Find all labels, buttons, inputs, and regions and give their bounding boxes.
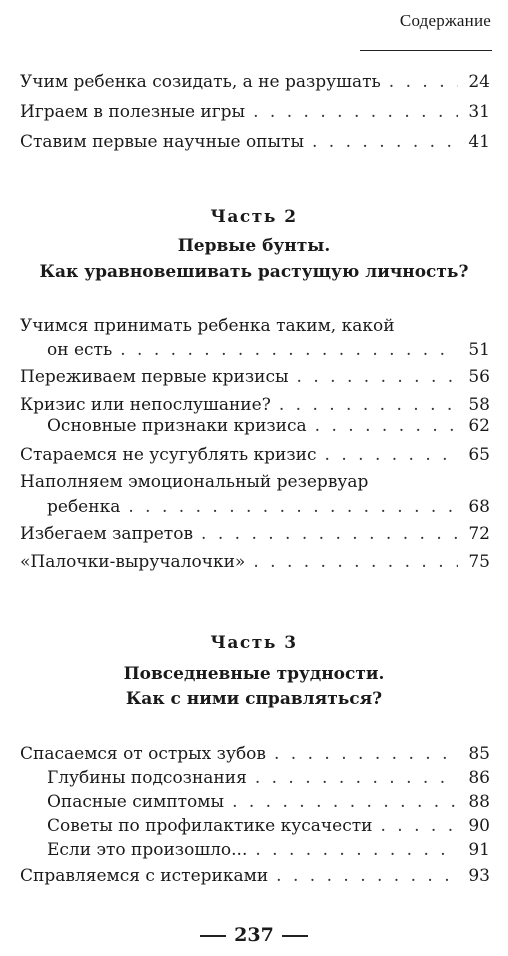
toc-entry-page: 91	[468, 840, 490, 860]
toc-subentry[interactable]	[47, 765, 490, 791]
toc-entry[interactable]	[20, 364, 490, 390]
dot-leader	[253, 99, 458, 125]
toc-entry-title: Стараемся не усугублять кризис	[20, 445, 317, 465]
toc-entry-page: 56	[468, 367, 490, 387]
toc-entry[interactable]	[20, 129, 490, 155]
toc-entry-page: 93	[468, 866, 490, 886]
toc-entry-page: 90	[468, 816, 490, 836]
toc-entry[interactable]	[20, 69, 490, 95]
toc-subentry[interactable]	[47, 413, 490, 439]
dot-leader	[201, 521, 458, 547]
toc-entry-page: 88	[468, 792, 490, 812]
toc-subentry[interactable]	[47, 813, 490, 839]
dot-leader	[297, 364, 458, 390]
toc-entry-page: 86	[468, 768, 490, 788]
dot-leader	[128, 494, 458, 520]
toc-entry-title: Ставим первые научные опыты	[20, 132, 304, 152]
dot-leader	[315, 413, 458, 439]
toc-entry-page: 85	[468, 744, 490, 764]
toc-subentry[interactable]	[47, 837, 490, 863]
toc-entry-title[interactable]: Наполняем эмоциональный резервуар	[20, 472, 369, 492]
dot-leader	[120, 337, 458, 363]
toc-entry-title: Переживаем первые кризисы	[20, 367, 289, 387]
toc-entry-page: 41	[468, 132, 490, 152]
toc-entry-title: Спасаемся от острых зубов	[20, 744, 266, 764]
part-2-subtitle-line-1: Первые бунты.	[177, 236, 331, 256]
toc-entry-title: Избегаем запретов	[20, 524, 194, 544]
toc-entry-title: Советы по профилактике кусачести	[47, 816, 373, 836]
dot-leader	[255, 837, 458, 863]
toc-entry-page: 72	[468, 524, 490, 544]
dot-leader	[253, 549, 458, 575]
toc-entry-page: 62	[468, 416, 490, 436]
toc-entry-page: 31	[468, 102, 490, 122]
dot-leader	[381, 813, 459, 839]
toc-entry-title: Играем в полезные игры	[20, 102, 246, 122]
toc-entry-page: 75	[468, 552, 490, 572]
dot-leader	[325, 442, 458, 468]
toc-entry-title: Если это произошло...	[47, 840, 248, 860]
part-3-subtitle-line-1: Повседневные трудности.	[123, 664, 385, 684]
toc-entry[interactable]	[20, 741, 490, 767]
running-head-rule	[360, 50, 492, 51]
toc-subentry[interactable]	[47, 789, 490, 815]
part-3-subtitle-line-2: Как с ними справляться?	[125, 689, 383, 709]
dot-leader	[255, 765, 458, 791]
toc-entry-continuation: он есть	[47, 340, 113, 360]
toc-entry[interactable]	[20, 99, 490, 125]
toc-entry[interactable]	[20, 442, 490, 468]
part-2-subtitle-line-2: Как уравновешивать растущую личность?	[39, 262, 469, 282]
folio-number: 237	[234, 924, 274, 946]
toc-entry[interactable]	[20, 549, 490, 575]
dot-leader	[276, 863, 458, 889]
toc-entry[interactable]	[20, 521, 490, 547]
toc-entry-page: 65	[468, 445, 490, 465]
toc-entry-title: Учим ребенка созидать, а не разрушать	[20, 72, 381, 92]
toc-entry-title[interactable]: Учимся принимать ребенка таким, какой	[20, 316, 395, 336]
dot-leader	[232, 789, 458, 815]
toc-entry-page: 68	[468, 497, 490, 517]
toc-entry-continuation: ребенка	[47, 497, 121, 517]
toc-entry-title: Справляемся с истериками	[20, 866, 269, 886]
page-number	[0, 922, 508, 948]
toc-entry-title: «Палочки-выручалочки»	[20, 552, 246, 572]
toc-entry-page: 51	[468, 340, 490, 360]
running-head: Содержание	[399, 11, 491, 30]
part-2-label: Часть 2	[210, 207, 298, 227]
toc-entry[interactable]	[47, 337, 490, 363]
dot-leader	[389, 69, 458, 95]
folio-dash-right	[282, 935, 308, 937]
toc-entry-title: Глубины подсознания	[47, 768, 247, 788]
toc-entry[interactable]	[20, 863, 490, 889]
folio-dash-left	[200, 935, 226, 937]
part-3-label: Часть 3	[210, 633, 298, 653]
toc-entry-title: Основные признаки кризиса	[47, 416, 307, 436]
toc-entry-title: Кризис или непослушание?	[20, 395, 271, 415]
toc-entry-page: 24	[468, 72, 490, 92]
toc-entry-page: 58	[468, 395, 490, 415]
dot-leader	[312, 129, 458, 155]
toc-entry[interactable]	[47, 494, 490, 520]
dot-leader	[274, 741, 458, 767]
toc-entry-title: Опасные симптомы	[47, 792, 225, 812]
